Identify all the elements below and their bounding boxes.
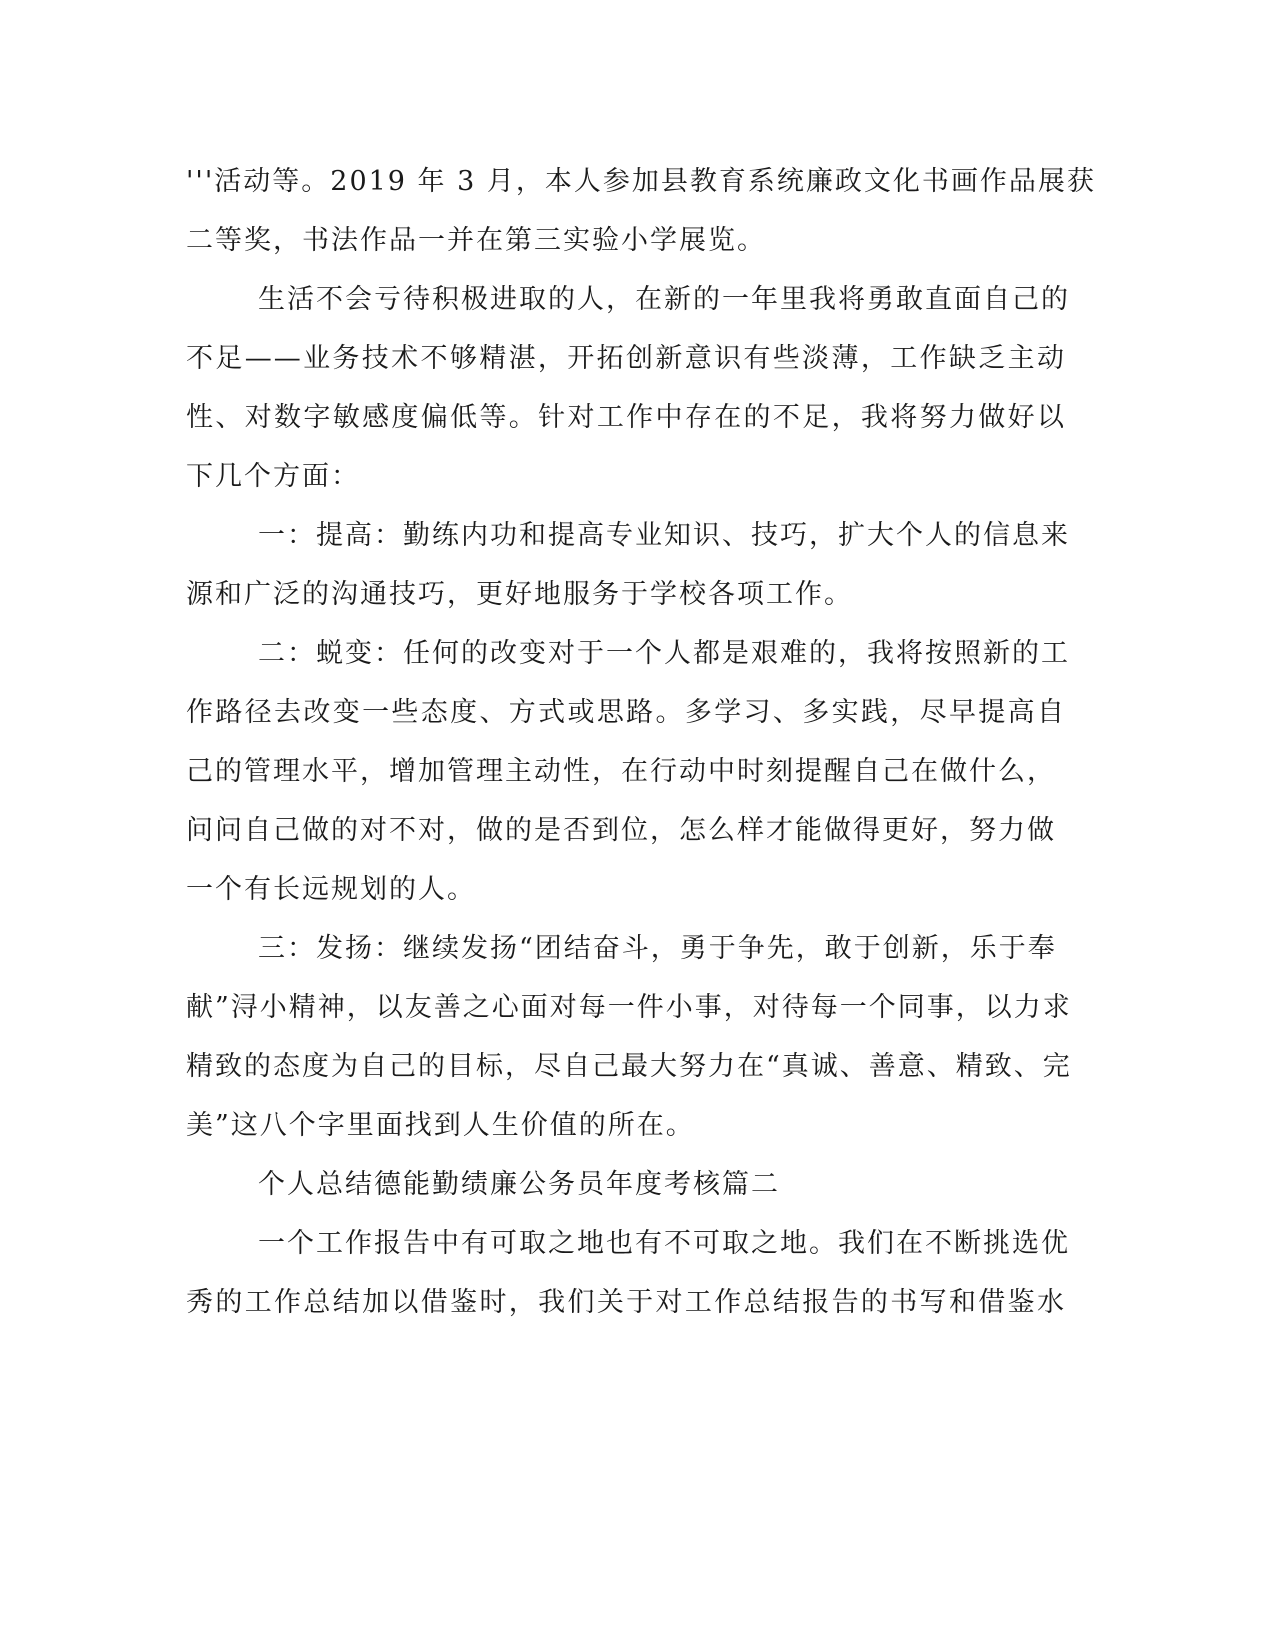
text-line: 一个有长远规划的人。: [186, 874, 476, 905]
text-line: 二等奖，书法作品一并在第三实验小学展览。: [186, 225, 766, 256]
text-line: 美”这八个字里面找到人生价值的所在。: [186, 1110, 695, 1141]
text-line: 问问自己做的对不对，做的是否到位，怎么样才能做得更好，努力做: [186, 815, 1056, 846]
text-line: '''活动等。2019 年 3 月，本人参加县教育系统廉政文化书画作品展获: [186, 166, 1096, 197]
text-line: 作路径去改变一些态度、方式或思路。多学习、多实践，尽早提高自: [186, 697, 1066, 728]
text-line: 不足——业务技术不够精湛，开拓创新意识有些淡薄，工作缺乏主动: [186, 343, 1066, 374]
text-line: 性、对数字敏感度偏低等。针对工作中存在的不足，我将努力做好以: [186, 402, 1066, 433]
text-line: 精致的态度为自己的目标，尽自己最大努力在“真诚、善意、精致、完: [186, 1051, 1072, 1082]
text-line: 三：发扬：继续发扬“团结奋斗，勇于争先，敢于创新，乐于奉: [258, 933, 1057, 964]
text-line: 源和广泛的沟通技巧，更好地服务于学校各项工作。: [186, 579, 853, 610]
text-line: 二：蜕变：任何的改变对于一个人都是艰难的，我将按照新的工: [258, 638, 1070, 669]
section-heading: 个人总结德能勤绩廉公务员年度考核篇二: [258, 1169, 780, 1200]
text-line: 下几个方面：: [186, 461, 360, 492]
text-line: 生活不会亏待积极进取的人，在新的一年里我将勇敢直面自己的: [258, 284, 1070, 315]
text-line: 一个工作报告中有可取之地也有不可取之地。我们在不断挑选优: [258, 1228, 1070, 1259]
text-line: 秀的工作总结加以借鉴时，我们关于对工作总结报告的书写和借鉴水: [186, 1287, 1066, 1318]
text-line: 一：提高：勤练内功和提高专业知识、技巧，扩大个人的信息来: [258, 520, 1070, 551]
text-line: 己的管理水平，增加管理主动性，在行动中时刻提醒自己在做什么，: [186, 756, 1056, 787]
text-line: 献”浔小精神，以友善之心面对每一件小事，对待每一个同事，以力求: [186, 992, 1072, 1023]
